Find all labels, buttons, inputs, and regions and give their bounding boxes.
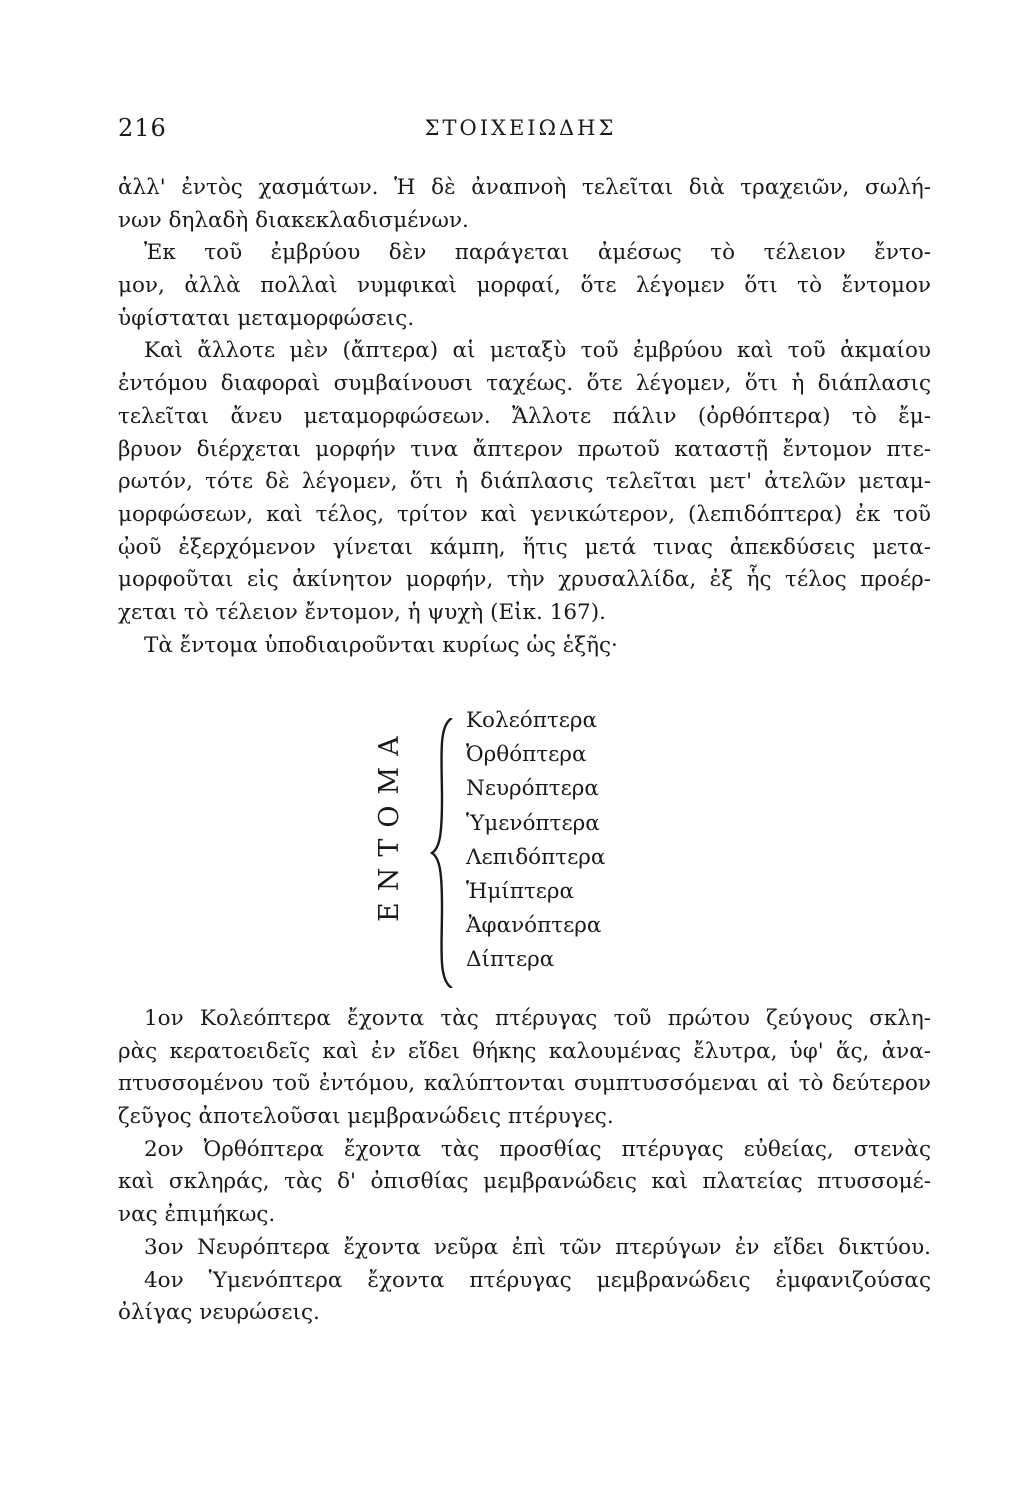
text-line: ὑφίσταται μεταμορφώσεις. (118, 305, 415, 331)
text-line: χεται τὸ τέλειον ἔντομον, ἡ ψυχὴ (Εἰκ. 167). (118, 599, 606, 625)
text-line: πτυσσομένου τοῦ ἐντόμου, καλύπτονται συμπτυσσόμεναι αἱ τὸ δεύτερον (118, 1071, 931, 1097)
text-line: ὀλίγας νευρώσεις. (118, 1300, 320, 1326)
text-line: νων δηλαδὴ διακεκλαδισμένων. (118, 207, 469, 233)
text-line: ἐντόμου διαφοραὶ συμβαίνουσι ταχέως. ὅτε λέγομεν, ὅτι ἡ διάπλασις (118, 371, 931, 397)
text-line: ἀλλ' ἐντὸς χασμάτων. Ἡ δὲ ἀναπνοὴ τελεῖται διὰ τραχειῶν, σωλή- (118, 175, 931, 200)
text-line: Καὶ ἄλλοτε μὲν (ἄπτερα) αἱ μεταξὺ τοῦ ἐμβρύου καὶ τοῦ ἀκμαίου (144, 338, 931, 364)
order-item: Δίπτερα (466, 947, 555, 973)
text-line: μορφοῦται εἰς ἀκίνητον μορφήν, τὴν χρυσαλλίδα, ἐξ ἧς τέλος προέρ- (118, 567, 931, 593)
text-line: μορφώσεων, καὶ τέλος, τρίτον καὶ γενικώτερον, (λεπιδόπτερα) ἐκ τοῦ (118, 501, 931, 527)
text-line: 2ον Ὀρθόπτερα ἔχοντα τὰς προσθίας πτέρυγας εὐθείας, στενὰς (144, 1136, 931, 1162)
text-line: 4ον Ὑμενόπτερα ἔχοντα πτέρυγας μεμβρανώδεις ἐμφανιζούσας (144, 1267, 931, 1293)
body-text-bottom (118, 1003, 931, 1330)
order-item: Ἡμίπτερα (466, 878, 575, 904)
text-line: Τὰ ἔντομα ὑποδιαιροῦνται κυρίως ὡς ἑξῆς· (144, 632, 618, 658)
order-item: Ὑμενόπτερα (466, 810, 600, 836)
page-number: 216 (118, 114, 167, 142)
text-line: 1ον Κολεόπτερα ἔχοντα τὰς πτέρυγας τοῦ πρώτου ζεύγους σκλη- (144, 1006, 931, 1031)
text-line: ᾠοῦ ἐξερχόμενον γίνεται κάμπη, ἥτις μετά τινας ἀπεκδύσεις μετα- (118, 534, 931, 560)
text-line: ζεῦγος ἀποτελοῦσαι μεμβρανώδεις πτέρυγες. (118, 1104, 614, 1130)
text-line: καὶ σκληράς, τὰς δ' ὀπισθίας μεμβρανώδεις καὶ πλατείας πτυσσομέ- (118, 1169, 931, 1195)
text-line: νας ἐπιμήκως. (118, 1202, 276, 1228)
text-line: μον, ἀλλὰ πολλαὶ νυμφικαὶ μορφαί, ὅτε λέγομεν ὅτι τὸ ἔντομον (118, 273, 931, 299)
text-line: ρὰς κερατοειδεῖς καὶ ἐν εἴδει θήκης καλουμένας ἔλυτρα, ὑφ' ἅς, ἀνα- (118, 1038, 931, 1064)
text-line: ρωτόν, τότε δὲ λέγομεν, ὅτι ἡ διάπλασις τελεῖται μετ' ἀτελῶν μεταμ- (118, 469, 931, 495)
body-text-top (118, 172, 931, 662)
running-title: ΣΤΟΙΧΕΙΩΔΗΣ (424, 116, 617, 140)
curly-brace-icon (430, 718, 458, 988)
order-item: Λεπιδόπτερα (466, 844, 606, 870)
order-list (466, 704, 605, 978)
order-item: Ὀρθόπτερα (466, 742, 587, 768)
text-line: 3ον Νευρόπτερα ἔχοντα νεῦρα ἐπὶ τῶν πτερύγων ἐν εἴδει δικτύου. (144, 1234, 931, 1260)
text-line: τελεῖται ἄνευ μεταμορφώσεων. Ἄλλοτε πάλιν (ὀρθόπτερα) τὸ ἔμ- (118, 403, 931, 429)
page-header (118, 114, 923, 148)
insect-classification (360, 698, 760, 988)
order-item: Κολεόπτερα (466, 708, 598, 733)
text-line: βρυον διέρχεται μορφήν τινα ἄπτερον πρωτοῦ καταστῇ ἔντομον πτε- (118, 436, 931, 462)
order-item: Ἀφανόπτερα (466, 913, 602, 939)
order-item: Νευρόπτερα (466, 776, 599, 802)
group-label-vertical: ΕΝΤΟΜΑ (374, 725, 405, 922)
text-line: Ἐκ τοῦ ἐμβρύου δὲν παράγεται ἀμέσως τὸ τέλειον ἔντο- (144, 240, 931, 266)
